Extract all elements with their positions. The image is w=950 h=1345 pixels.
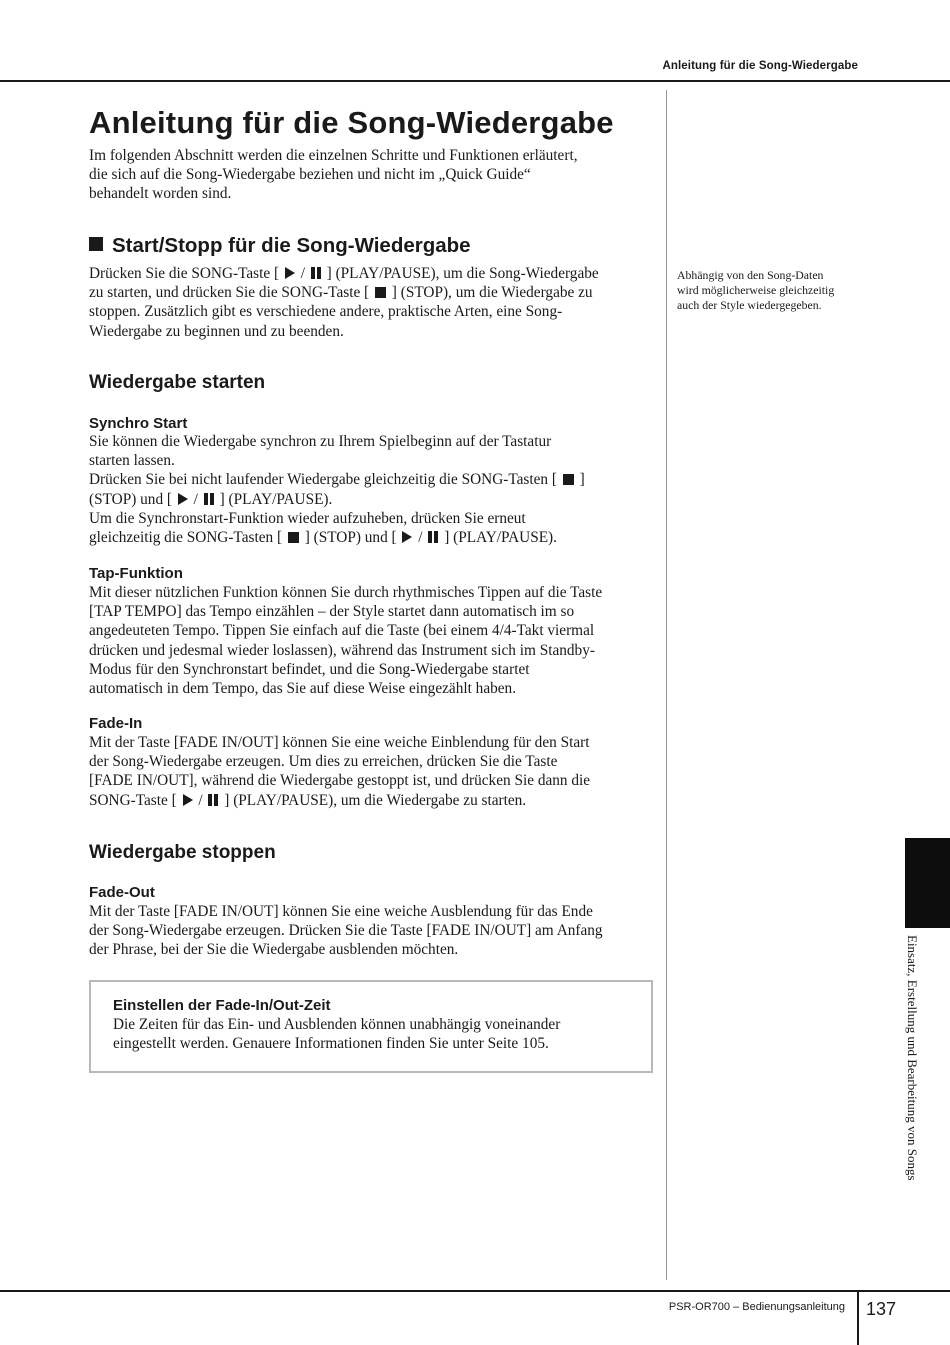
text-line: der Song-Wiedergabe erzeugen. Um dies zu erreichen, drücken Sie die Taste [89,753,558,771]
top-rule [0,80,950,82]
text-run: ] (STOP), um die Wiedergabe zu [387,284,593,302]
tip-box [89,980,653,1073]
text-line: stoppen. Zusätzlich gibt es verschiedene andere, praktische Arten, eine Song- [89,303,563,321]
text-line: Sie können die Wiedergabe synchron zu Ihrem Spielbeginn auf der Tastatur [89,433,552,450]
page-number: 137 [866,1299,897,1319]
text-run: Drücken Sie die SONG-Taste [ [89,265,283,282]
column-divider [666,90,667,1280]
start-stop-paragraph [89,264,659,341]
square-bullet-icon [89,237,103,251]
pause-icon [428,531,438,543]
text-line: [FADE IN/OUT], während die Wiedergabe gestoppt ist, und drücken Sie dann die [89,772,591,790]
play-icon [183,794,193,806]
play-icon [285,267,295,279]
stop-icon [375,287,386,298]
footer-divider [857,1290,859,1345]
text-run: ] (PLAY/PAUSE). [440,529,557,547]
text-run: ] (STOP) und [ [300,529,401,547]
margin-note [677,268,867,314]
text-run: ] (PLAY/PAUSE), um die Wiedergabe zu starten. [220,791,527,809]
stop-icon [563,474,574,485]
pause-icon [311,267,321,279]
chapter-tab-label: Einsatz, Erstellung und Bearbeitung von Songs [905,935,920,1181]
fade-out-title: Fade-Out [89,884,155,901]
pause-icon [208,794,218,806]
text-line [89,283,659,302]
subsection-heading-stop: Wiedergabe stoppen [89,842,276,863]
tap-function-paragraph [89,583,659,698]
margin-note-line: wird möglicherweise gleichzeitig [677,283,835,298]
text-line [89,528,659,547]
text-line: der Song-Wiedergabe erzeugen. Drücken Sie die Taste [FADE IN/OUT] am Anfang [89,922,603,940]
intro-line: Im folgenden Abschnitt werden die einzelnen Schritte und Funktionen erläutert, [89,147,578,164]
synchro-start-title: Synchro Start [89,415,188,432]
text-run: SONG-Taste [ [89,791,181,809]
text-line: automatisch in dem Tempo, das Sie auf diese Weise eingezählt haben. [89,680,517,698]
text-line: der Phrase, bei der Sie die Wiedergabe ausblenden möchten. [89,941,459,959]
text-line: Mit der Taste [FADE IN/OUT] können Sie eine weiche Einblendung für den Start [89,734,590,751]
intro-paragraph [89,146,659,204]
tap-function-title: Tap-Funktion [89,565,183,582]
tip-box-text [113,1015,633,1053]
text-run: zu starten, und drücken Sie die SONG-Taste [ [89,284,373,302]
text-run: ] (PLAY/PAUSE), um die Song-Wiedergabe [322,265,599,282]
margin-note-line: Abhängig von den Song-Daten [677,268,824,282]
fade-in-title: Fade-In [89,715,143,732]
text-line: Mit der Taste [FADE IN/OUT] können Sie eine weiche Ausblendung für das Ende [89,903,593,920]
text-line [89,264,659,283]
text-line: starten lassen. [89,452,175,470]
text-line: Um die Synchronstart-Funktion wieder aufzuheben, drücken Sie erneut [89,509,526,527]
running-head: Anleitung für die Song-Wiedergabe [662,60,858,72]
text-line [89,470,659,489]
text-run: / [194,791,207,809]
margin-note-line: auch der Style wiedergegeben. [677,298,822,313]
footer-manual-title: PSR-OR700 – Bedienungsanleitung [668,1301,845,1313]
text-line: Wiedergabe zu beginnen und zu beenden. [89,322,344,340]
tip-box-title: Einstellen der Fade-In/Out-Zeit [113,997,331,1014]
tip-box-line: eingestellt werden. Genauere Informationen finden Sie unter Seite 105. [113,1035,549,1053]
fade-in-paragraph [89,733,659,810]
text-line [89,490,659,509]
chapter-tab [905,838,950,928]
section-heading-start-stop [89,233,659,259]
section-heading-label: Start/Stopp für die Song-Wiedergabe [112,234,471,257]
text-run: / [296,265,309,282]
text-run: / [414,529,427,547]
pause-icon [204,493,214,505]
page-title: Anleitung für die Song-Wiedergabe [89,105,614,140]
stop-icon [288,532,299,543]
text-line [89,791,659,810]
bottom-rule [0,1290,950,1292]
text-line: Mit dieser nützlichen Funktion können Sie durch rhythmisches Tippen auf die Taste [89,584,603,601]
synchro-start-paragraph [89,432,659,547]
text-run: gleichzeitig die SONG-Tasten [ [89,529,286,547]
tip-box-line: Die Zeiten für das Ein- und Ausblenden können unabhängig voneinander [113,1016,561,1033]
text-run: ] [575,471,585,489]
text-run: Drücken Sie bei nicht laufender Wiedergabe gleichzeitig die SONG-Tasten [ [89,471,561,489]
text-line: angedeuteten Tempo. Tippen Sie einfach auf die Taste (bei einem 4/4-Takt viermal [89,622,595,640]
text-line: [TAP TEMPO] das Tempo einzählen – der Style startet dann automatisch im so [89,603,575,621]
intro-line: behandelt worden sind. [89,185,232,203]
text-run: (STOP) und [ [89,490,176,508]
play-icon [402,531,412,543]
fade-out-paragraph [89,902,659,960]
text-run: / [189,490,202,508]
play-icon [178,493,188,505]
text-run: ] (PLAY/PAUSE). [215,490,333,508]
text-line: Modus für den Synchronstart befindet, und die Song-Wiedergabe startet [89,660,530,678]
text-line: drücken und jedesmal wieder loslassen), während das Instrument sich im Standby- [89,641,595,659]
intro-line: die sich auf die Song-Wiedergabe beziehen und nicht im „Quick Guide“ [89,166,531,184]
subsection-heading-start: Wiedergabe starten [89,372,266,393]
